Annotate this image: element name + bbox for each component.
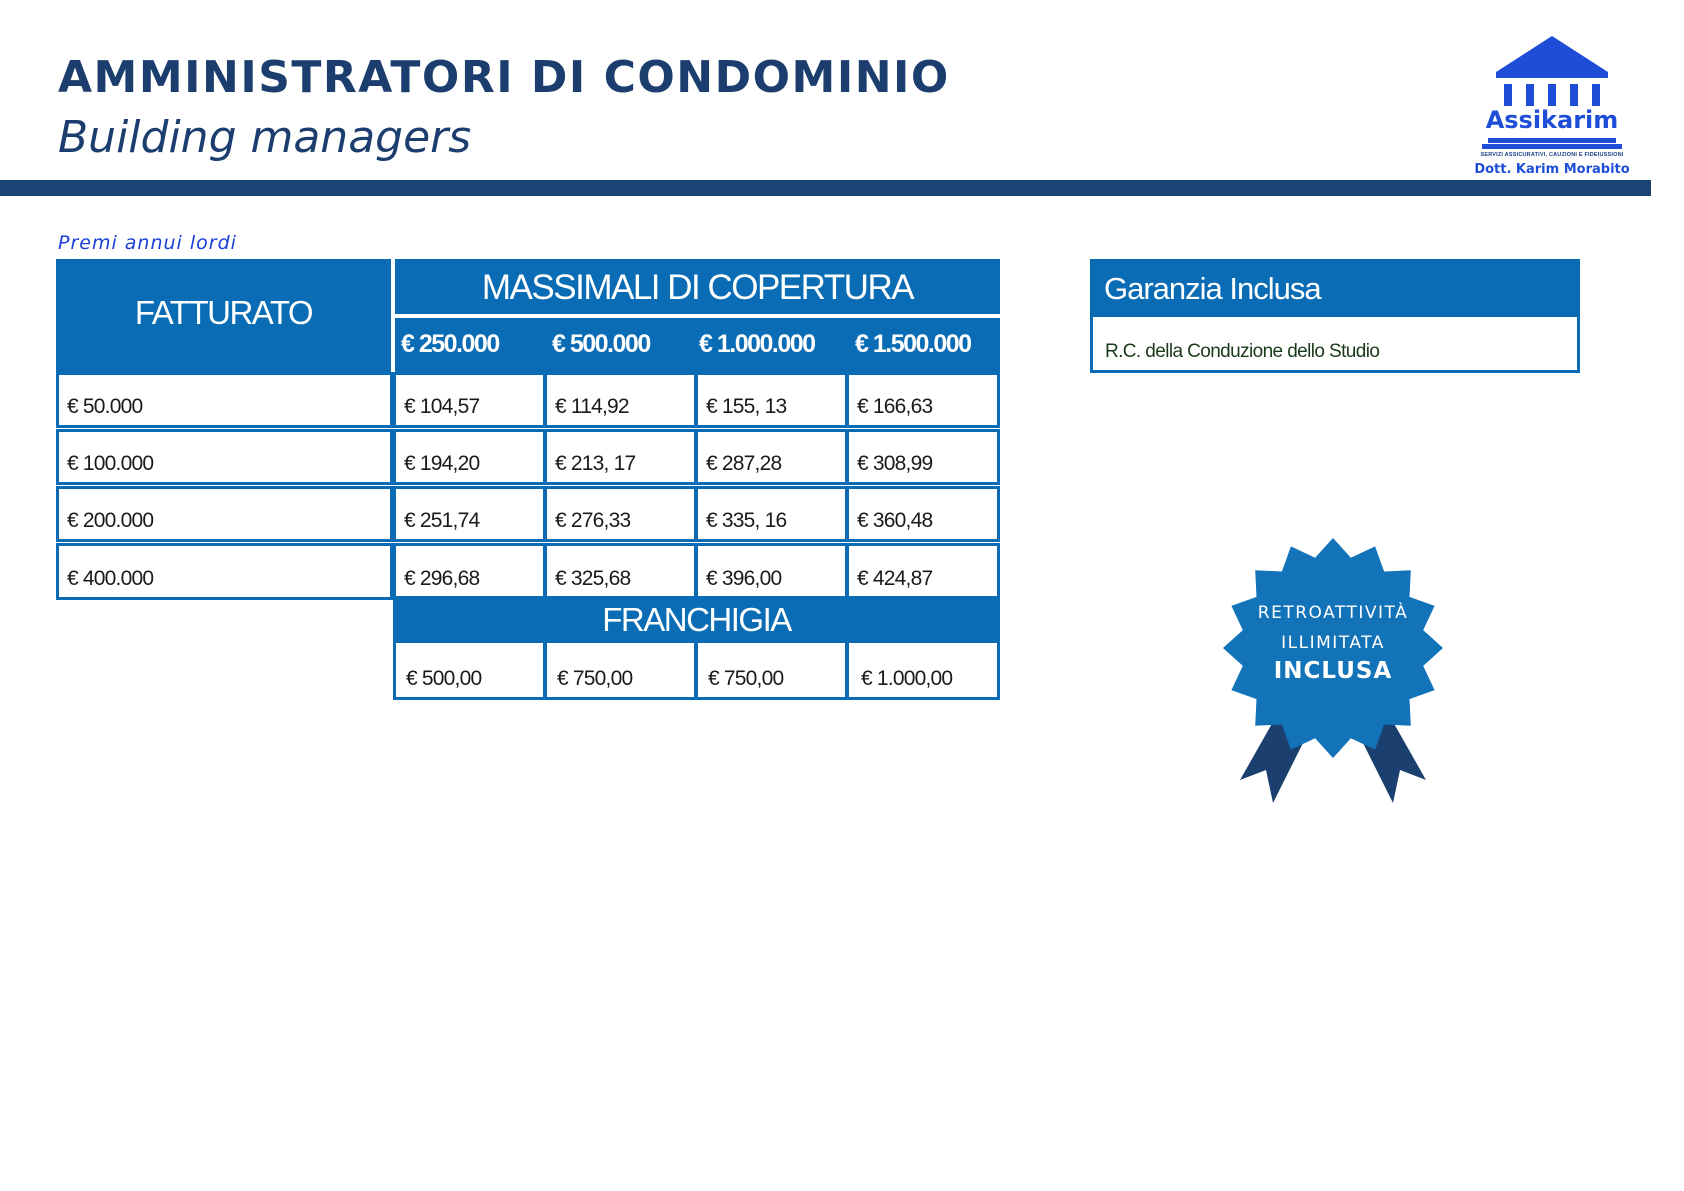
franchigia-header-cell xyxy=(393,596,1000,641)
premium-value: € 308,99 xyxy=(857,452,933,475)
premium-value: € 276,33 xyxy=(555,509,631,532)
premium-cell xyxy=(846,543,1000,600)
premium-cell xyxy=(846,372,1000,428)
massimali-header-cell xyxy=(395,259,1000,314)
premium-cell xyxy=(544,372,697,428)
premium-cell xyxy=(393,543,546,600)
premium-value: € 213, 17 xyxy=(555,452,636,475)
premium-value: € 114,92 xyxy=(555,395,629,418)
premium-cell xyxy=(544,543,697,600)
header-divider xyxy=(0,180,1651,196)
premium-value: € 104,57 xyxy=(404,395,480,418)
franchigia-cell xyxy=(393,640,546,700)
massimali-header: MASSIMALI DI COPERTURA xyxy=(481,268,914,307)
garanzia-item: R.C. della Conduzione dello Studio xyxy=(1105,341,1380,362)
fatturato-header-cell xyxy=(56,259,391,376)
premium-cell xyxy=(695,372,848,428)
logo-tagline: SERVIZI ASSICURATIVI, CAUZIONI E FIDEIUSSIONI xyxy=(1480,152,1624,158)
fatturato-cell xyxy=(56,543,393,600)
franchigia-value: € 750,00 xyxy=(708,667,784,690)
badge-line-1: RETROATTIVITÀ xyxy=(1257,603,1409,623)
premium-value: € 251,74 xyxy=(404,509,480,532)
massimale-1000000: € 1.000.000 xyxy=(699,330,815,358)
premium-cell xyxy=(695,429,848,485)
premium-value: € 194,20 xyxy=(404,452,480,475)
premium-cell xyxy=(695,543,848,600)
premium-value: € 335, 16 xyxy=(706,509,787,532)
page-title: AMMINISTRATORI DI CONDOMINIO xyxy=(58,52,950,103)
logo-name: Assikarim xyxy=(1485,106,1619,134)
franchigia-value: € 750,00 xyxy=(557,667,633,690)
premium-cell xyxy=(393,429,546,485)
franchigia-cell xyxy=(846,640,1000,700)
badge-line-3: INCLUSA xyxy=(1273,658,1393,684)
fatturato-header: FATTURATO xyxy=(134,294,313,331)
premium-value: € 296,68 xyxy=(404,567,480,590)
franchigia-cell xyxy=(695,640,848,700)
garanzia-item-cell xyxy=(1090,317,1580,373)
premium-value: € 424,87 xyxy=(857,567,933,590)
premium-cell xyxy=(544,486,697,542)
fatturato-value: € 400.000 xyxy=(67,567,154,590)
premium-cell xyxy=(846,486,1000,542)
fatturato-cell xyxy=(56,486,393,542)
garanzia-header-cell xyxy=(1090,259,1580,317)
premium-cell xyxy=(846,429,1000,485)
fatturato-value: € 200.000 xyxy=(67,509,154,532)
temple-icon xyxy=(1444,28,1660,158)
premium-cell xyxy=(393,372,546,428)
massimale-500000: € 500.000 xyxy=(552,330,650,358)
franchigia-header: FRANCHIGIA xyxy=(602,601,791,638)
fatturato-value: € 50.000 xyxy=(67,395,143,418)
badge-line-2: ILLIMITATA xyxy=(1281,633,1385,653)
premium-cell xyxy=(393,486,546,542)
franchigia-value: € 500,00 xyxy=(406,667,482,690)
massimale-250000: € 250.000 xyxy=(401,330,499,358)
page-subtitle: Building managers xyxy=(58,112,472,163)
retroattivita-badge xyxy=(1218,518,1448,808)
fatturato-cell xyxy=(56,429,393,485)
premium-value: € 325,68 xyxy=(555,567,631,590)
premium-value: € 155, 13 xyxy=(706,395,787,418)
premium-value: € 287,28 xyxy=(706,452,782,475)
premium-value: € 360,48 xyxy=(857,509,933,532)
logo-person: Dott. Karim Morabito xyxy=(1474,162,1630,177)
premium-value: € 166,63 xyxy=(857,395,933,418)
massimale-1500000: € 1.500.000 xyxy=(855,330,971,358)
company-logo xyxy=(1444,28,1644,188)
premium-cell xyxy=(544,429,697,485)
massimali-values-row xyxy=(395,318,1000,376)
franchigia-value: € 1.000,00 xyxy=(861,667,953,690)
fatturato-value: € 100.000 xyxy=(67,452,154,475)
table-caption: Premi annui lordi xyxy=(58,232,237,254)
premium-value: € 396,00 xyxy=(706,567,782,590)
premium-cell xyxy=(695,486,848,542)
fatturato-cell xyxy=(56,372,393,428)
franchigia-cell xyxy=(544,640,697,700)
garanzia-header: Garanzia Inclusa xyxy=(1104,271,1321,306)
